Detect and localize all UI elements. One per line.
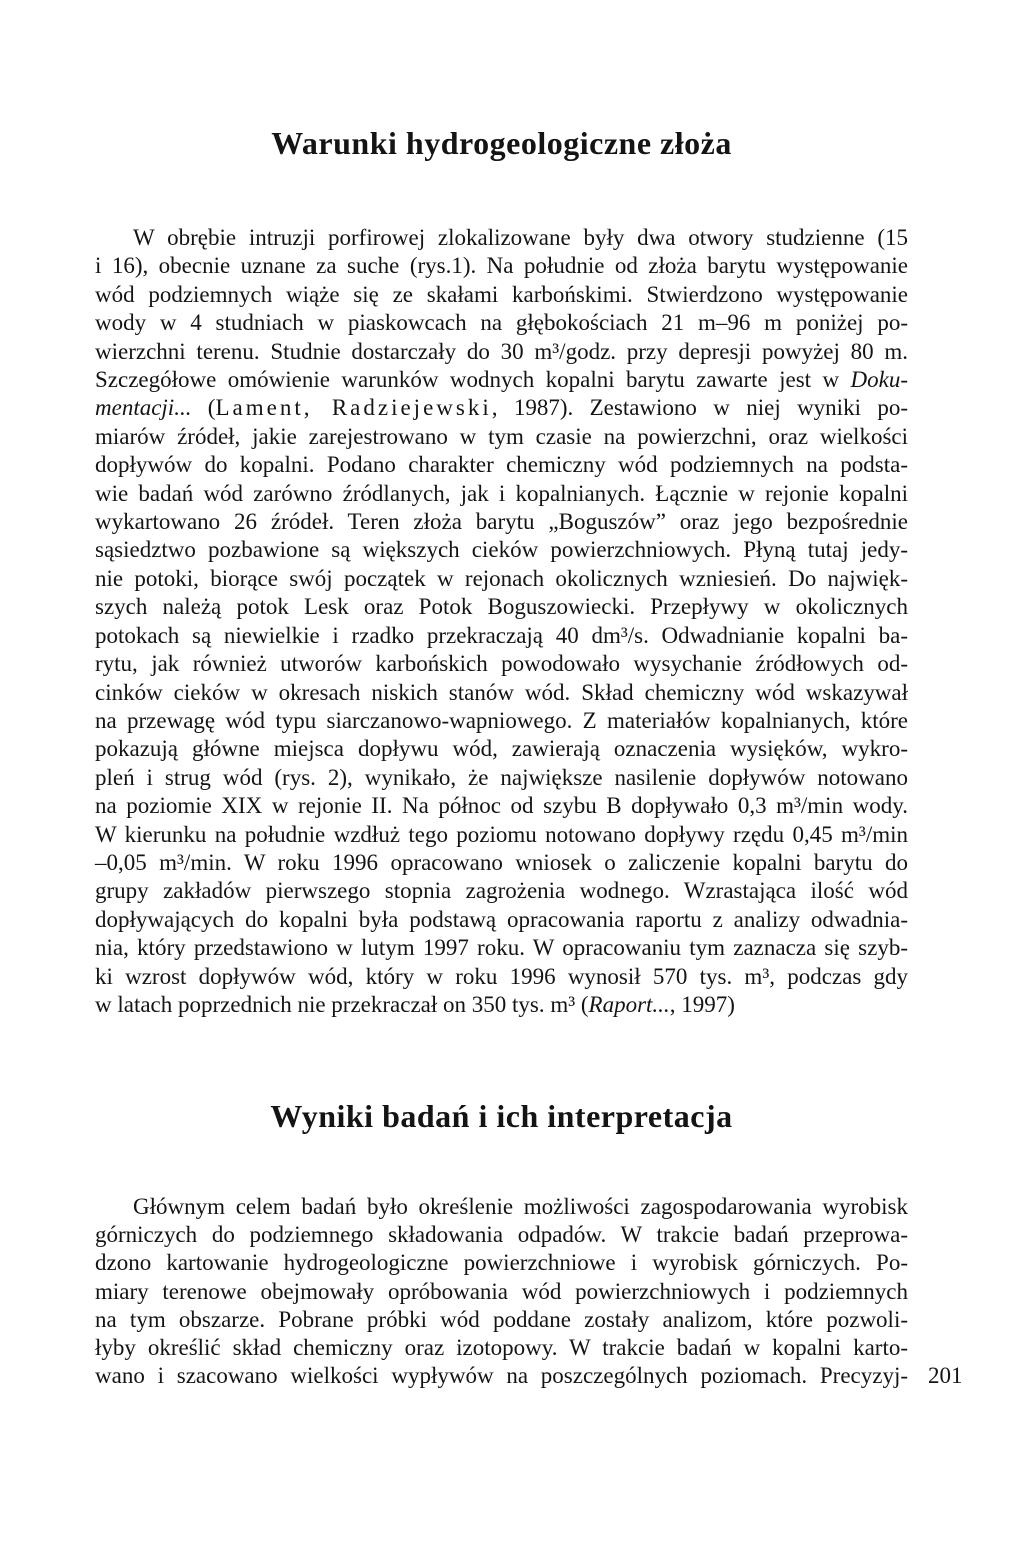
text-line: na poziomie XIX w rejonie II. Na północ od szybu B dopływało 0,3 m³/min wody. — [95, 793, 908, 819]
text-line — [95, 991, 908, 1019]
text-line: na tym obszarze. Pobrane próbki wód poddane zostały analizom, które pozwoli- — [95, 1306, 908, 1332]
citation-title: Raport... — [588, 991, 670, 1017]
text-line: W obrębie intruzji porfirowej zlokalizowane były dwa otwory studzienne (15 — [133, 225, 908, 250]
text-line — [95, 366, 908, 394]
text-line: pleń i strug wód (rys. 2), wynikało, że największe nasilenie dopływów notowano — [95, 764, 908, 790]
text-line: nie potoki, biorące swój początek w rejonach okolicznych wzniesień. Do najwięk- — [95, 565, 908, 591]
text-line: na przewagę wód typu siarczanowo-wapniowego. Z materiałów kopalnianych, które — [95, 707, 908, 733]
text-line: W kierunku na południe wzdłuż tego poziomu notowano dopływy rzędu 0,45 m³/min — [95, 821, 908, 847]
text-line: –0,05 m³/min. W roku 1996 opracowano wniosek o zaliczenie kopalni barytu do — [95, 849, 908, 875]
text-segment: Szczegółowe omówienie warunków wodnych kopalni barytu zawarte jest w — [95, 367, 851, 393]
text-line: łyby określić skład chemiczny oraz izotopowy. W trakcie badań w kopalni karto- — [95, 1335, 908, 1361]
section-heading: Warunki hydrogeologiczne złoża — [271, 125, 732, 161]
text-line: potokach są niewielkie i rzadko przekraczają 40 dm³/s. Odwadnianie kopalni ba- — [95, 622, 908, 648]
text-segment: ( — [191, 395, 216, 421]
text-line — [95, 394, 908, 422]
text-segment: , 1997) — [669, 991, 735, 1017]
text-line: cinków cieków w okresach niskich stanów wód. Skład chemiczny wód wskazywał — [95, 679, 908, 705]
text-line: wierzchni terenu. Studnie dostarczały do 30 m³/godz. przy depresji powyżej 80 m. — [95, 338, 908, 364]
text-line: sąsiedztwo pozbawione są większych cieków powierzchniowych. Płyną tutaj jedy- — [95, 537, 908, 563]
page-number: 201 — [928, 1363, 963, 1388]
text-line: dopływających do kopalni była podstawą opracowania raportu z analizy odwadnia- — [95, 906, 908, 932]
text-line: miarów źródeł, jakie zarejestrowano w tym czasie na powierzchni, oraz wielkości — [95, 423, 908, 449]
text-line: pokazują główne miejsca dopływu wód, zawierają oznaczenia wysięków, wykro- — [95, 736, 908, 762]
text-line: dopływów do kopalni. Podano charakter chemiczny wód podziemnych na podsta- — [95, 452, 908, 478]
text-segment: w latach poprzednich nie przekraczał on 350 tys. m³ ( — [95, 991, 589, 1017]
text-line: dzono kartowanie hydrogeologiczne powierzchniowe i wyrobisk górniczych. Po- — [95, 1250, 908, 1276]
text-line: nia, który przedstawiono w lutym 1997 roku. W opracowaniu tym zaznacza się szyb- — [95, 935, 908, 961]
section-heading: Wyniki badań i ich interpretacja — [270, 1098, 733, 1134]
paragraph — [95, 224, 908, 1019]
text-line: i 16), obecnie uznane za suche (rys.1). Na południe od złoża barytu występowanie — [95, 253, 908, 279]
text-line: wody w 4 studniach w piaskowcach na głębokościach 21 m–96 m poniżej po- — [95, 310, 908, 336]
text-line: wód podziemnych wiąże się ze skałami karbońskimi. Stwierdzono występowanie — [95, 281, 908, 307]
text-line: szych należą potok Lesk oraz Potok Boguszowiecki. Przepływy w okolicznych — [95, 594, 908, 620]
text-line: ki wzrost dopływów wód, który w roku 1996 wynosił 570 tys. m³, podczas gdy — [95, 963, 908, 989]
text-line: wano i szacowano wielkości wypływów na poszczególnych poziomach. Precyzyj- — [95, 1363, 908, 1389]
paragraph — [95, 1193, 908, 1390]
text-line: Głównym celem badań było określenie możliwości zagospodarowania wyrobisk — [133, 1194, 908, 1219]
text-line: wie badań wód zarówno źródlanych, jak i kopalnianych. Łącznie w rejonie kopalni — [95, 480, 908, 506]
text-line: miary terenowe obejmowały opróbowania wód powierzchniowych i podziemnych — [95, 1278, 908, 1304]
text-line: wykartowano 26 źródeł. Teren złoża barytu „Boguszów” oraz jego bezpośrednie — [95, 509, 908, 535]
citation-title: mentacji... — [95, 395, 192, 421]
citation-authors: Lament, Radziejewski — [215, 395, 492, 421]
citation-title: Doku- — [850, 367, 908, 393]
text-segment: , 1987). Zestawiono w niej wyniki po- — [491, 395, 908, 421]
text-line: górniczych do podziemnego składowania odpadów. W trakcie badań przeprowa- — [95, 1222, 908, 1248]
text-line: rytu, jak również utworów karbońskich powodowało wysychanie źródłowych od- — [95, 651, 908, 677]
text-line: grupy zakładów pierwszego stopnia zagrożenia wodnego. Wzrastająca ilość wód — [95, 878, 908, 904]
